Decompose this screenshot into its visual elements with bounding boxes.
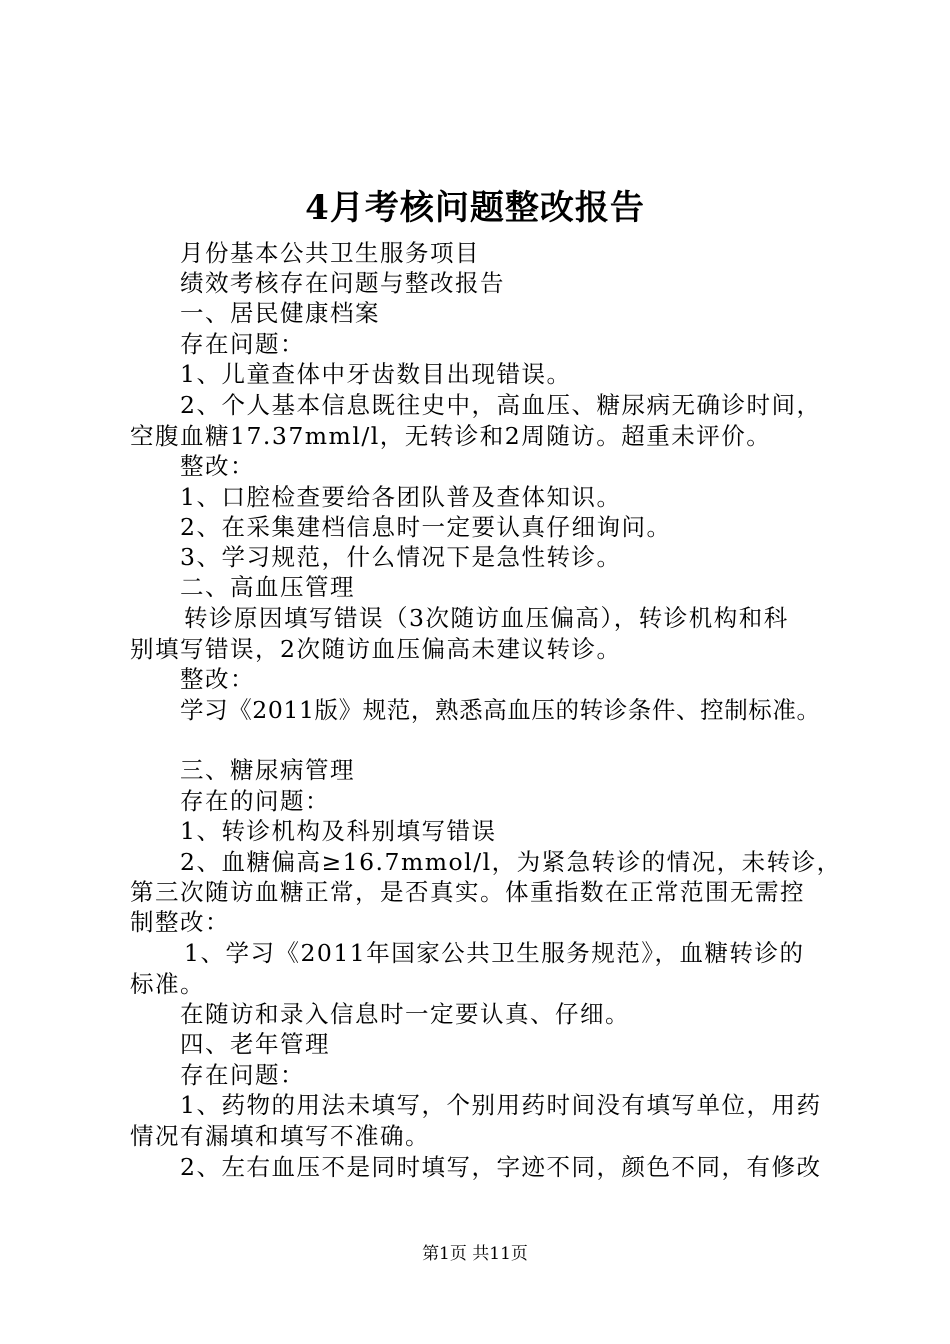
text-line: 1、口腔检查要给各团队普及查体知识。 xyxy=(180,483,622,511)
text-line: 2、个人基本信息既往史中，高血压、糖尿病无确诊时间， xyxy=(180,391,822,419)
text-line: 存在问题： xyxy=(180,330,305,358)
page-number-footer: 第1页 共11页 xyxy=(422,1244,528,1264)
text-line: 存在问题： xyxy=(180,1061,305,1089)
text-line: 情况有漏填和填写不准确。 xyxy=(130,1122,430,1150)
section-heading: 四、老年管理 xyxy=(180,1030,330,1058)
text-line: 1、转诊机构及科别填写错误 xyxy=(180,817,497,845)
text-line: 整改： xyxy=(180,452,255,480)
text-line: 制整改： xyxy=(130,908,230,936)
section-heading: 三、糖尿病管理 xyxy=(180,756,355,784)
section-heading: 二、高血压管理 xyxy=(180,573,355,601)
text-line: 1、学习《2011年国家公共卫生服务规范》，血糖转诊的 xyxy=(184,939,805,967)
text-line: 别填写错误，2次随访血压偏高未建议转诊。 xyxy=(130,635,622,663)
text-line: 学习《2011版》规范，熟悉高血压的转诊条件、控制标准。 xyxy=(180,696,821,724)
text-line: 绩效考核存在问题与整改报告 xyxy=(180,269,505,297)
text-line: 1、儿童查体中牙齿数目出现错误。 xyxy=(180,360,572,388)
text-line: 转诊原因填写错误（3次随访血压偏高），转诊机构和科 xyxy=(184,604,789,632)
text-line: 3、学习规范，什么情况下是急性转诊。 xyxy=(180,543,622,571)
text-line: 1、药物的用法未填写，个别用药时间没有填写单位，用药 xyxy=(180,1091,822,1119)
text-line: 整改： xyxy=(180,665,255,693)
text-line: 在随访和录入信息时一定要认真、仔细。 xyxy=(180,1000,630,1028)
text-line: 空腹血糖17.37mml/l，无转诊和2周随访。超重未评价。 xyxy=(130,422,772,450)
text-line: 月份基本公共卫生服务项目 xyxy=(180,239,480,267)
section-heading: 一、居民健康档案 xyxy=(180,299,380,327)
text-line: 2、血糖偏高≥16.7mmol/l，为紧急转诊的情况，未转诊， xyxy=(180,848,842,876)
text-line: 存在的问题： xyxy=(180,787,330,815)
text-line: 第三次随访血糖正常，是否真实。体重指数在正常范围无需控 xyxy=(130,878,805,906)
text-line: 标准。 xyxy=(130,970,205,998)
text-line: 2、左右血压不是同时填写，字迹不同，颜色不同，有修改 xyxy=(180,1153,822,1181)
document-title: 4月考核问题整改报告 xyxy=(305,188,645,228)
text-line: 2、在采集建档信息时一定要认真仔细询问。 xyxy=(180,513,672,541)
